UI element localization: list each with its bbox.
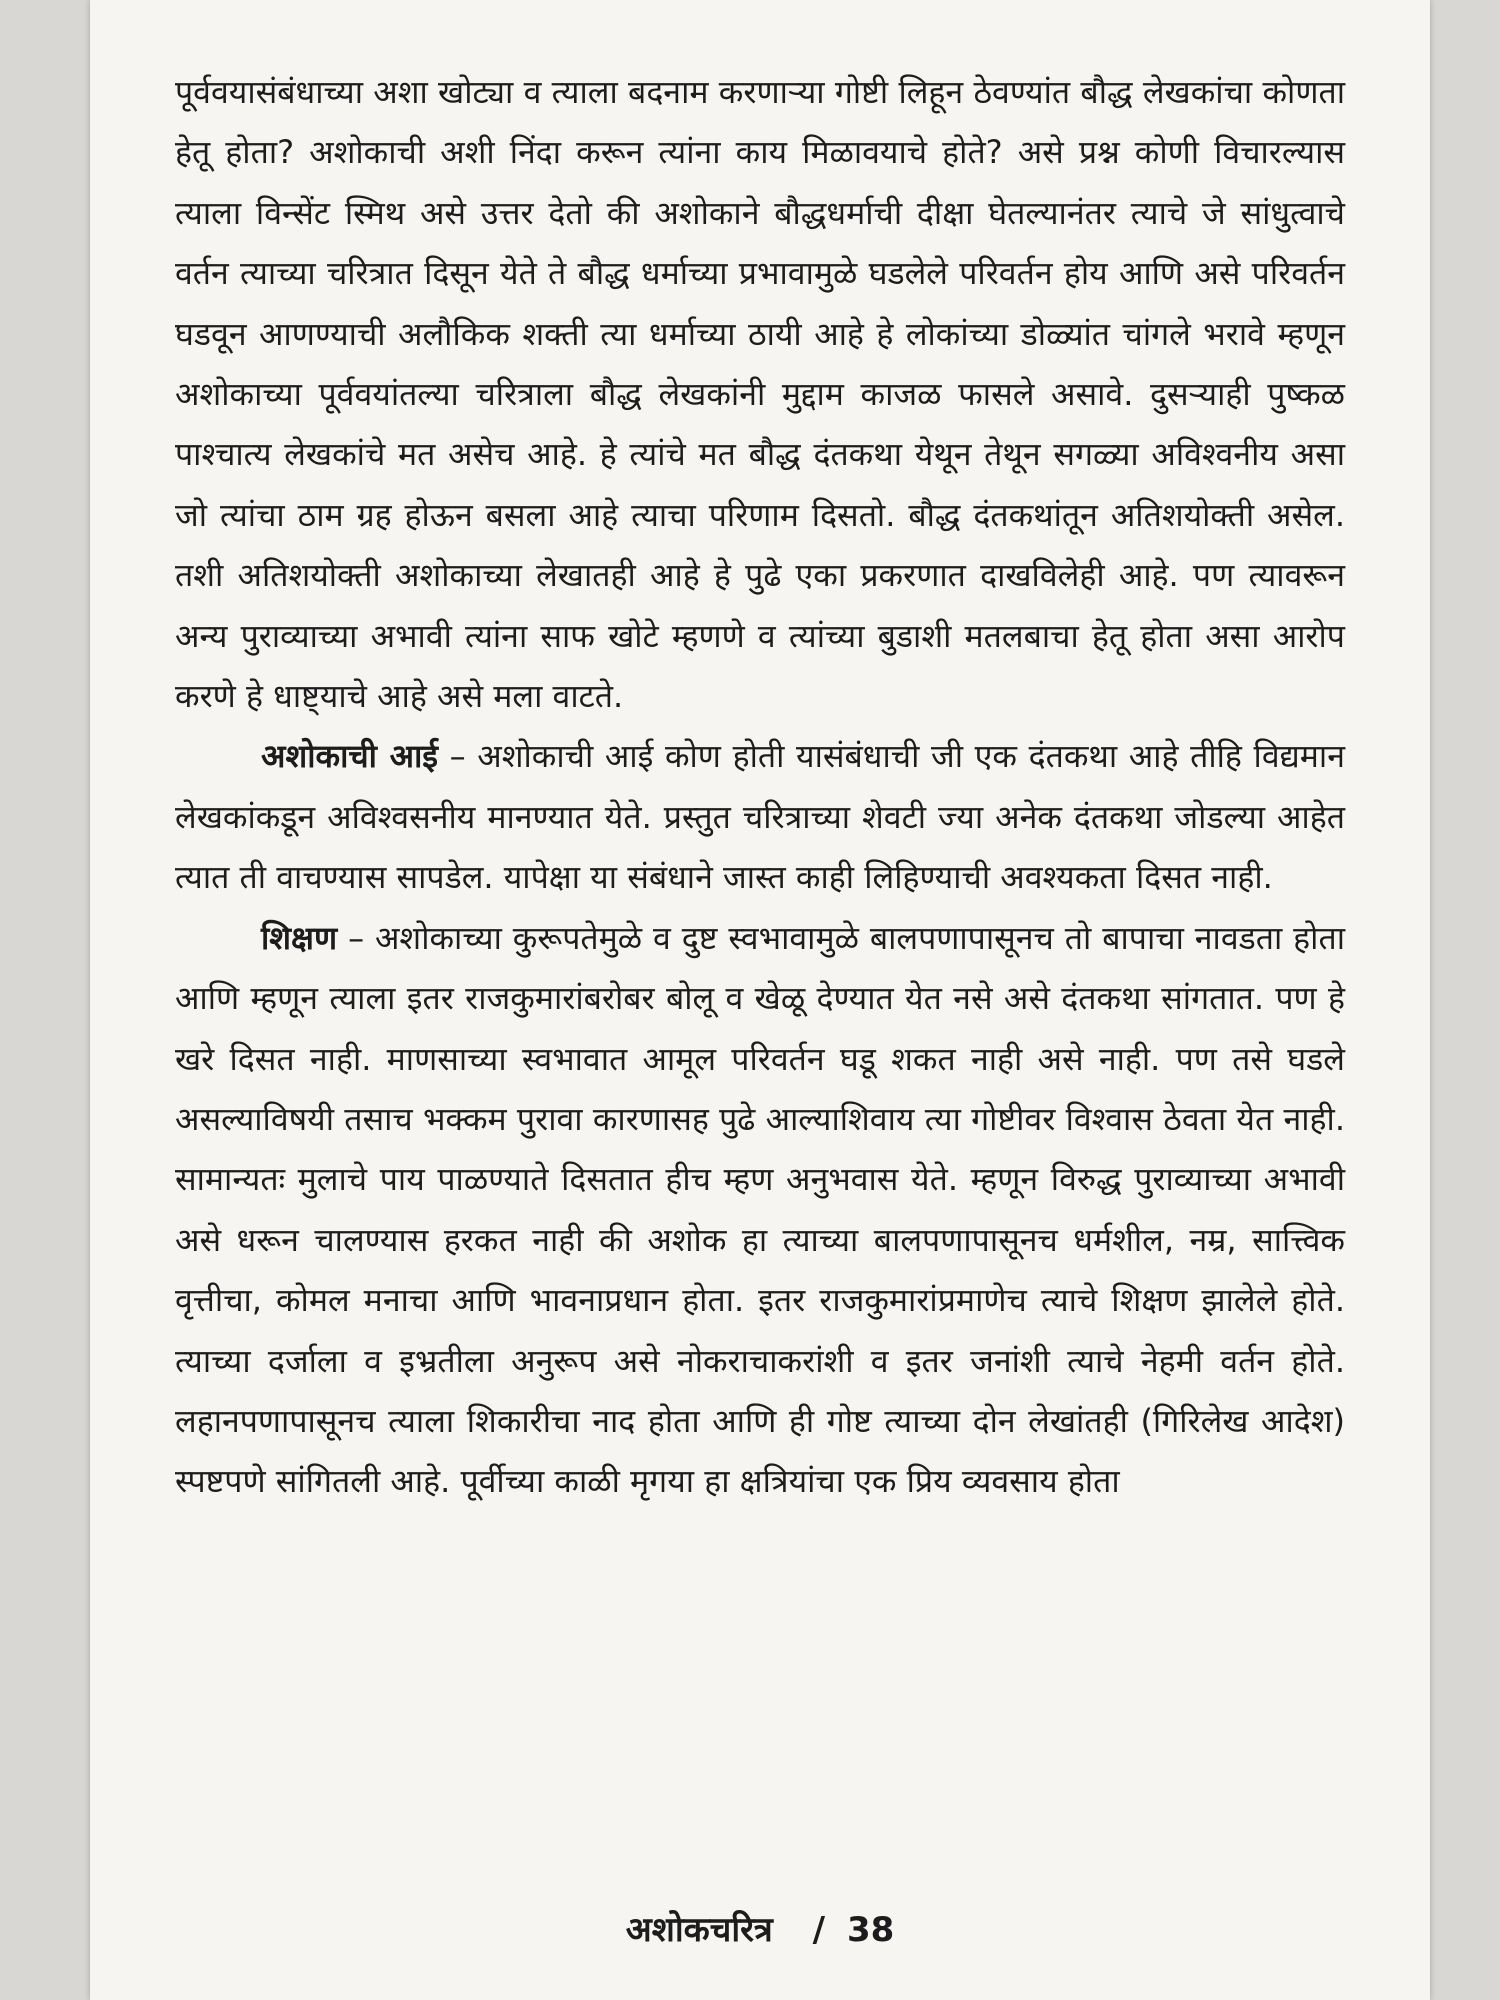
paragraph-1-text: पूर्ववयासंबंधाच्या अशा खोट्या व त्याला बदनाम करणाऱ्या गोष्टी लिहून ठेवण्यांत बौद्ध लेखकांचा कोणता हेतू होता? अशोकाची अशी निंदा करून त्यांना काय मिळावयाचे होते? असे प्रश्न कोणी विचारल्यास त्याला विन्सेंट स्मिथ असे उत्तर देतो की अशोकाने बौद्धधर्माची दीक्षा घेतल्यानंतर त्याचे जे सांधुत्वाचे वर्तन त्याच्या चरित्रात दिसून येते ते बौद्ध धर्माच्या प्रभावामुळे घडलेले परिवर्तन होय आणि असे परिवर्तन घडवून आणण्याची अलौकिक शक्ती त्या धर्माच्या ठायी आहे हे लोकांच्या डोळ्यांत चांगले भरावे म्हणून अशोकाच्या पूर्ववयांतल्या चरित्राला बौद्ध लेखकांनी मुद्दाम काजळ फासले असावे. दुसऱ्याही पुष्कळ पाश्चात्य लेखकांचे मत असेच आहे. हे त्यांचे मत बौद्ध दंतकथा येथून तेथून सगळ्या अविश्वनीय असा जो त्यांचा ठाम ग्रह होऊन बसला आहे त्याचा परिणाम दिसतो. बौद्ध दंतकथांतून अतिशयोक्ती असेल. तशी अतिशयोक्ती अशोकाच्या लेखातही आहे हे पुढे एका प्रकरणात दाखविलेही आहे. पण त्यावरून अन्य पुराव्याच्या अभावी त्यांना साफ खोटे म्हणणे व त्यांच्या बुडाशी मतलबाचा हेतू होता असा आरोप करणे हे धाष्ट्याचे आहे असे मला वाटते. <box>175 73 1345 716</box>
footer-separator: / <box>812 1910 826 1950</box>
section-heading-education: शिक्षण <box>261 918 338 957</box>
section-heading-ashoka-mother: अशोकाची आई <box>261 737 438 776</box>
page-number: 38 <box>846 1910 895 1950</box>
page-footer <box>90 1905 1430 1951</box>
paragraph-1 <box>175 62 1345 726</box>
paragraph-ashoka-mother <box>175 726 1345 907</box>
paragraph-education-text: – अशोकाच्या कुरूपतेमुळे व दुष्ट स्वभावामुळे बालपणापासूनच तो बापाचा नावडता होता आणि म्हणून त्याला इतर राजकुमारांबरोबर बोलू व खेळू देण्यात येत नसे असे दंतकथा सांगतात. पण हे खरे दिसत नाही. माणसाच्या स्वभावात आमूल परिवर्तन घडू शकत नाही असे नाही. पण तसे घडले असल्याविषयी तसाच भक्कम पुरावा कारणासह पुढे आल्याशिवाय त्या गोष्टीवर विश्वास ठेवता येत नाही. सामान्यतः मुलाचे पाय पाळण्याते दिसतात हीच म्हण अनुभवास येते. म्हणून विरुद्ध पुराव्याच्या अभावी असे धरून चालण्यास हरकत नाही की अशोक हा त्याच्या बालपणापासूनच धर्मशील, नम्र, सात्त्विक वृत्तीचा, कोमल मनाचा आणि भावनाप्रधान होता. इतर राजकुमारांप्रमाणेच त्याचे शिक्षण झालेले होते. त्याच्या दर्जाला व इभ्रतीला अनुरूप असे नोकराचाकरांशी व इतर जनांशी त्याचे नेहमी वर्तन होते. लहानपणापासूनच त्याला शिकारीचा नाद होता आणि ही गोष्ट त्याच्या दोन लेखांतही (गिरिलेख आदेश) स्पष्टपणे सांगितली आहे. पूर्वीच्या काळी मृगया हा क्षत्रियांचा एक प्रिय व्यवसाय होता <box>175 918 1345 1501</box>
body-text <box>175 62 1345 1512</box>
paragraph-ashoka-mother-text: – अशोकाची आई कोण होती यासंबंधाची जी एक दंतकथा आहे तीहि विद्यमान लेखकांकडून अविश्वसनीय मानण्यात येते. प्रस्तुत चरित्राच्या शेवटी ज्या अनेक दंतकथा जोडल्या आहेत त्यात ती वाचण्यास सापडेल. यापेक्षा या संबंधाने जास्त काही लिहिण्याची अवश्यकता दिसत नाही. <box>175 737 1345 897</box>
paragraph-education <box>175 908 1345 1512</box>
footer-book-title: अशोकचरित्र <box>625 1910 773 1950</box>
book-page <box>90 0 1430 2000</box>
